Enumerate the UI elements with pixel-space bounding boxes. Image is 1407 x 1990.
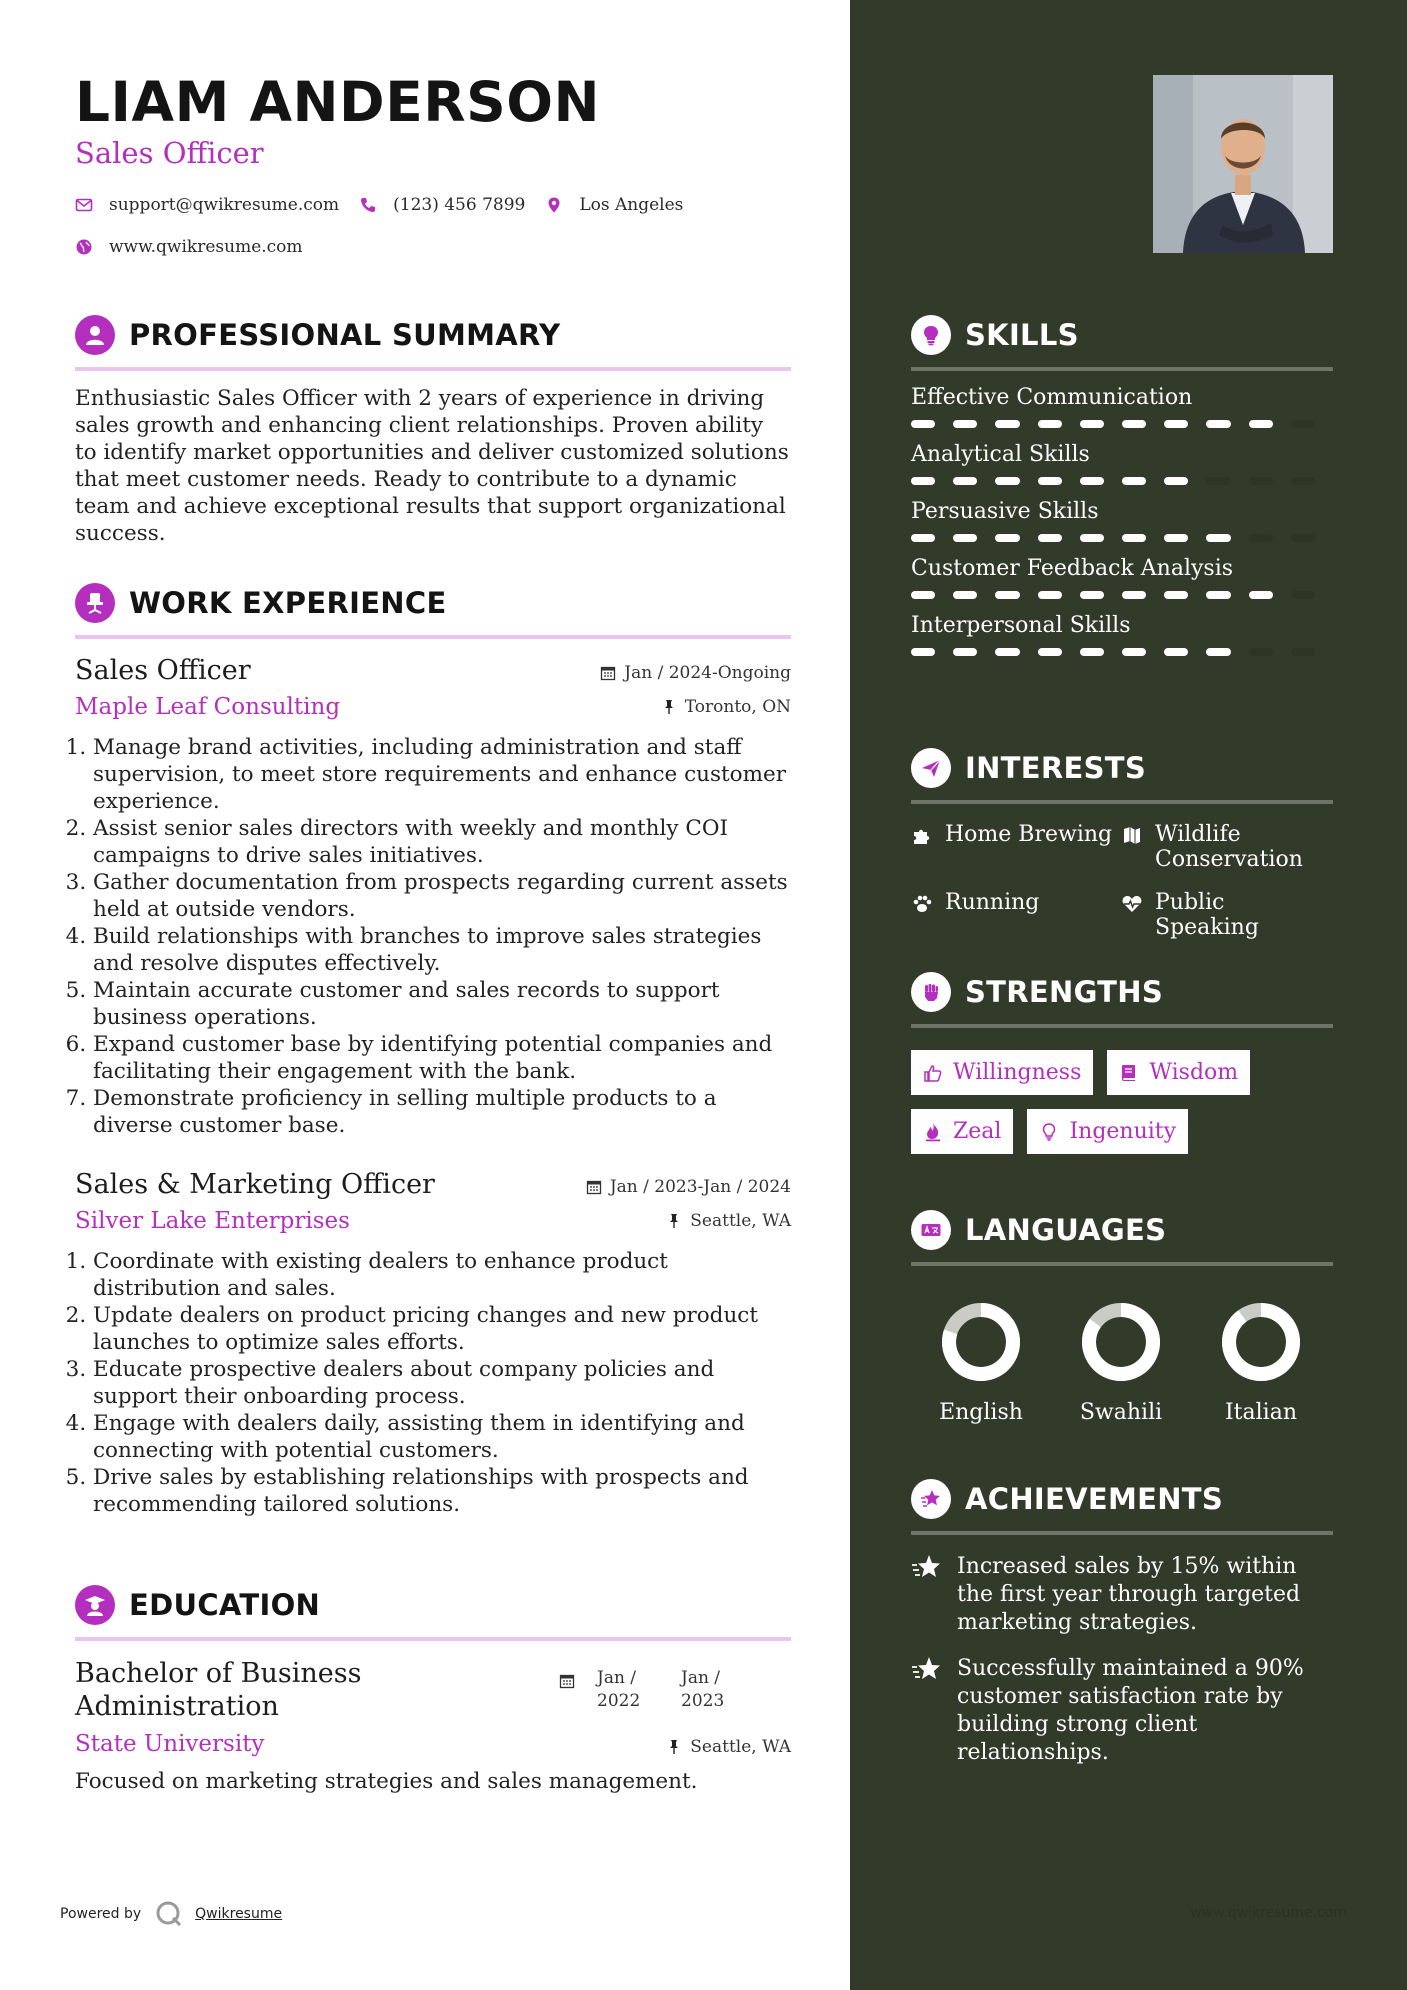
office-chair-icon — [75, 583, 115, 623]
achievement-item — [911, 1553, 1333, 1637]
job-entry — [75, 1169, 791, 1518]
interest-item — [911, 890, 1121, 940]
job-location-text: Toronto, ON — [684, 697, 791, 717]
paw-icon — [911, 893, 933, 915]
list-item: 1. Manage brand activities, including administration and staff supervision, to meet store requirements and enhance customer experience. — [93, 734, 791, 815]
section-title: INTERESTS — [965, 751, 1147, 785]
job-date — [586, 1177, 791, 1197]
skill-level-dash — [953, 591, 977, 599]
map-pin-icon — [545, 196, 563, 214]
pushpin-icon — [661, 699, 677, 715]
skill-level-dash — [1249, 534, 1273, 542]
education-end: Jan / 2023 — [681, 1668, 725, 1711]
skill-level-dash — [1038, 534, 1062, 542]
section-divider — [911, 1531, 1333, 1535]
skill-level-dash — [1206, 534, 1230, 542]
education-dates — [559, 1667, 751, 1713]
strength-badge — [1107, 1050, 1250, 1095]
interest-item — [1121, 822, 1333, 872]
skill-level-dash — [1122, 591, 1146, 599]
thumbs-up-icon — [923, 1063, 943, 1083]
skill-level-dash — [953, 477, 977, 485]
skill-level-dash — [1122, 477, 1146, 485]
powered-by-label: Powered by — [60, 1906, 142, 1922]
job-bullets — [75, 734, 791, 1139]
skill-level-dash — [1206, 648, 1230, 656]
skill-level-dash — [1291, 420, 1315, 428]
section-divider — [911, 800, 1333, 804]
language-level-ring — [1219, 1300, 1303, 1384]
interest-label: Running — [945, 890, 1040, 915]
skill-level-dash — [1164, 420, 1188, 428]
strength-badge — [911, 1050, 1093, 1095]
skill-item — [911, 613, 1333, 656]
job-date-text: Jan / 2023-Jan / 2024 — [609, 1177, 791, 1197]
achievement-item — [911, 1655, 1333, 1767]
skill-level-dash — [953, 648, 977, 656]
skill-level-dash — [1080, 534, 1104, 542]
skill-level-dash — [1164, 591, 1188, 599]
job-entry — [75, 655, 791, 1139]
language-level-ring — [939, 1300, 1023, 1384]
language-item — [1191, 1300, 1331, 1425]
skill-level-dash — [1164, 648, 1188, 656]
skill-name: Customer Feedback Analysis — [911, 556, 1234, 581]
star-badge-icon — [911, 1479, 951, 1519]
list-item: 4. Build relationships with branches to improve sales strategies and resolve disputes effectively. — [93, 923, 791, 977]
interests-section — [911, 746, 1333, 940]
strengths-section — [911, 970, 1333, 1168]
education-description: Focused on marketing strategies and sales management. — [75, 1769, 698, 1794]
achievements-section — [911, 1477, 1333, 1767]
pushpin-icon — [666, 1739, 682, 1755]
envelope-icon — [75, 196, 93, 214]
skill-level-dash — [1206, 477, 1230, 485]
section-title: STRENGTHS — [965, 975, 1164, 1009]
work-experience-section — [75, 581, 791, 1518]
section-title: SKILLS — [965, 318, 1079, 352]
strength-badge — [911, 1109, 1013, 1154]
education-location — [666, 1737, 791, 1757]
contact-phone[interactable]: (123) 456 7899 — [393, 195, 526, 215]
strengths-list — [911, 1050, 1333, 1168]
skill-name: Persuasive Skills — [911, 499, 1099, 524]
list-item: 2. Assist senior sales directors with weekly and monthly COI campaigns to drive sales initiatives. — [93, 815, 791, 869]
language-icon — [911, 1210, 951, 1250]
skill-item — [911, 442, 1333, 485]
skill-level-dash — [1080, 477, 1104, 485]
section-title: EDUCATION — [129, 1588, 321, 1622]
star-icon — [911, 1655, 941, 1683]
footer-site[interactable]: www.qwikresume.com — [1190, 1905, 1347, 1921]
skill-level-dash — [1080, 591, 1104, 599]
skill-level-meter — [911, 534, 1333, 542]
language-name: Swahili — [1079, 1400, 1163, 1425]
skill-item — [911, 385, 1333, 428]
skill-level-dash — [1291, 534, 1315, 542]
paper-plane-icon — [911, 748, 951, 788]
skill-level-dash — [953, 534, 977, 542]
qwikresume-logo-icon — [155, 1900, 183, 1928]
contact-location: Los Angeles — [579, 195, 684, 215]
skill-level-dash — [1038, 648, 1062, 656]
language-item — [1051, 1300, 1191, 1425]
skill-item — [911, 556, 1333, 599]
job-role: Sales & Marketing Officer — [75, 1169, 435, 1200]
calendar-icon — [559, 1673, 575, 1689]
skill-level-dash — [1291, 591, 1315, 599]
heartbeat-icon — [1121, 893, 1143, 915]
footer — [60, 1900, 282, 1928]
skill-level-dash — [1164, 534, 1188, 542]
strength-badge — [1027, 1109, 1188, 1154]
skill-level-dash — [1080, 648, 1104, 656]
strength-label: Willingness — [953, 1060, 1082, 1085]
fire-icon — [923, 1122, 943, 1142]
list-item: 6. Expand customer base by identifying potential companies and facilitating their engagement with the bank. — [93, 1031, 791, 1085]
skill-level-dash — [953, 420, 977, 428]
job-role: Sales Officer — [75, 655, 251, 686]
strength-label: Ingenuity — [1069, 1119, 1177, 1144]
section-title: PROFESSIONAL SUMMARY — [129, 318, 561, 352]
job-company: Silver Lake Enterprises — [75, 1208, 350, 1234]
section-divider — [75, 367, 791, 371]
profile-photo — [1153, 75, 1333, 253]
interest-item — [911, 822, 1121, 872]
interest-label: Public Speaking — [1155, 890, 1259, 940]
skill-level-dash — [911, 420, 935, 428]
list-item: 2. Update dealers on product pricing changes and new product launches to optimize sales efforts. — [93, 1302, 791, 1356]
skill-level-dash — [1249, 477, 1273, 485]
job-location — [666, 1211, 791, 1231]
puzzle-icon — [911, 825, 933, 847]
skill-level-dash — [1206, 420, 1230, 428]
professional-summary-section — [75, 313, 791, 547]
section-title: WORK EXPERIENCE — [129, 586, 447, 620]
map-icon — [1121, 825, 1143, 847]
skill-level-dash — [995, 420, 1019, 428]
list-item: 1. Coordinate with existing dealers to enhance product distribution and sales. — [93, 1248, 791, 1302]
skill-level-meter — [911, 591, 1333, 599]
strength-label: Wisdom — [1149, 1060, 1239, 1085]
section-title: ACHIEVEMENTS — [965, 1482, 1224, 1516]
skill-level-dash — [911, 591, 935, 599]
strength-label: Zeal — [953, 1119, 1002, 1144]
list-item: 7. Demonstrate proficiency in selling multiple products to a diverse customer base. — [93, 1085, 791, 1139]
skill-level-dash — [1122, 534, 1146, 542]
interest-label: Wildlife Conservation — [1155, 822, 1303, 872]
list-item: 3. Gather documentation from prospects regarding current assets held at outside vendors. — [93, 869, 791, 923]
skill-name: Effective Communication — [911, 385, 1193, 410]
interest-item — [1121, 890, 1333, 940]
skill-level-dash — [1122, 648, 1146, 656]
skill-level-dash — [995, 477, 1019, 485]
phone-icon — [359, 196, 377, 214]
interest-label: Home Brewing — [945, 822, 1113, 847]
skill-name: Interpersonal Skills — [911, 613, 1131, 638]
skill-level-dash — [1206, 591, 1230, 599]
skill-level-dash — [1038, 591, 1062, 599]
lightbulb-icon — [911, 315, 951, 355]
skill-level-dash — [1080, 420, 1104, 428]
candidate-name: LIAM ANDERSON — [75, 70, 601, 134]
skill-level-dash — [911, 648, 935, 656]
list-item: 3. Educate prospective dealers about company policies and support their onboarding process. — [93, 1356, 791, 1410]
job-bullets — [75, 1248, 791, 1518]
skill-level-meter — [911, 648, 1333, 656]
achievement-text: Increased sales by 15% within the first year through targeted marketing strategies. — [957, 1554, 1301, 1635]
sidebar — [850, 0, 1407, 1990]
skills-section — [911, 313, 1333, 656]
skill-level-dash — [1122, 420, 1146, 428]
section-divider — [75, 635, 791, 639]
job-date — [600, 663, 791, 683]
achievement-text: Successfully maintained a 90% customer satisfaction rate by building strong client relationships. — [957, 1656, 1304, 1765]
lightbulb-icon — [1039, 1122, 1059, 1142]
languages-section — [911, 1208, 1333, 1425]
list-item: 5. Drive sales by establishing relationships with prospects and recommending tailored solutions. — [93, 1464, 791, 1518]
school-name: State University — [75, 1731, 265, 1757]
section-divider — [911, 367, 1333, 371]
education-section — [75, 1583, 791, 1794]
pushpin-icon — [666, 1213, 682, 1229]
skill-level-dash — [995, 648, 1019, 656]
job-location — [661, 697, 791, 717]
skill-level-dash — [1164, 477, 1188, 485]
language-item — [911, 1300, 1051, 1425]
education-start: Jan / 2022 — [597, 1668, 641, 1711]
language-level-ring — [1079, 1300, 1163, 1384]
contact-email[interactable]: support@qwikresume.com — [109, 195, 340, 215]
skill-level-dash — [1249, 648, 1273, 656]
skill-level-dash — [995, 591, 1019, 599]
skill-level-dash — [1038, 477, 1062, 485]
globe-icon — [75, 238, 93, 256]
job-date-text: Jan / 2024-Ongoing — [624, 663, 791, 683]
contact-info — [75, 193, 703, 277]
user-icon — [75, 315, 115, 355]
candidate-title: Sales Officer — [75, 136, 264, 170]
skill-level-dash — [1291, 477, 1315, 485]
skill-level-dash — [1249, 420, 1273, 428]
skill-level-dash — [1291, 648, 1315, 656]
graduate-icon — [75, 1585, 115, 1625]
language-name: English — [939, 1400, 1023, 1425]
skill-item — [911, 499, 1333, 542]
skill-level-dash — [995, 534, 1019, 542]
interests-list — [911, 822, 1333, 940]
skill-level-meter — [911, 420, 1333, 428]
summary-text: Enthusiastic Sales Officer with 2 years of experience in driving sales growth and enhancing client relationships. Proven ability to identify market opportunities and deliver customized solutions that meet customer needs. Ready to contribute to a dynamic team and achieve exceptional results that support organizational success. — [75, 386, 789, 546]
skill-level-dash — [1249, 591, 1273, 599]
languages-list — [911, 1300, 1333, 1425]
calendar-icon — [600, 665, 616, 681]
skill-level-meter — [911, 477, 1333, 485]
book-icon — [1119, 1063, 1139, 1083]
section-divider — [911, 1262, 1333, 1266]
qwikresume-link[interactable]: Qwikresume — [195, 1906, 283, 1922]
skill-level-dash — [1038, 420, 1062, 428]
calendar-icon — [586, 1179, 602, 1195]
skill-name: Analytical Skills — [911, 442, 1090, 467]
language-name: Italian — [1224, 1400, 1297, 1425]
education-location-text: Seattle, WA — [690, 1737, 791, 1757]
list-item: 4. Engage with dealers daily, assisting them in identifying and connecting with potential customers. — [93, 1410, 791, 1464]
star-icon — [911, 1553, 941, 1581]
section-divider — [911, 1024, 1333, 1028]
list-item: 5. Maintain accurate customer and sales records to support business operations. — [93, 977, 791, 1031]
section-title: LANGUAGES — [965, 1213, 1167, 1247]
skills-list — [911, 385, 1333, 656]
job-company: Maple Leaf Consulting — [75, 694, 341, 720]
fist-icon — [911, 972, 951, 1012]
education-entry — [75, 1657, 791, 1794]
ring-fill — [1229, 1310, 1293, 1374]
skill-level-dash — [911, 534, 935, 542]
skill-level-dash — [911, 477, 935, 485]
degree: Bachelor of Business Administration — [75, 1658, 362, 1722]
section-divider — [75, 1637, 791, 1641]
job-location-text: Seattle, WA — [690, 1211, 791, 1231]
contact-website[interactable]: www.qwikresume.com — [109, 237, 303, 257]
